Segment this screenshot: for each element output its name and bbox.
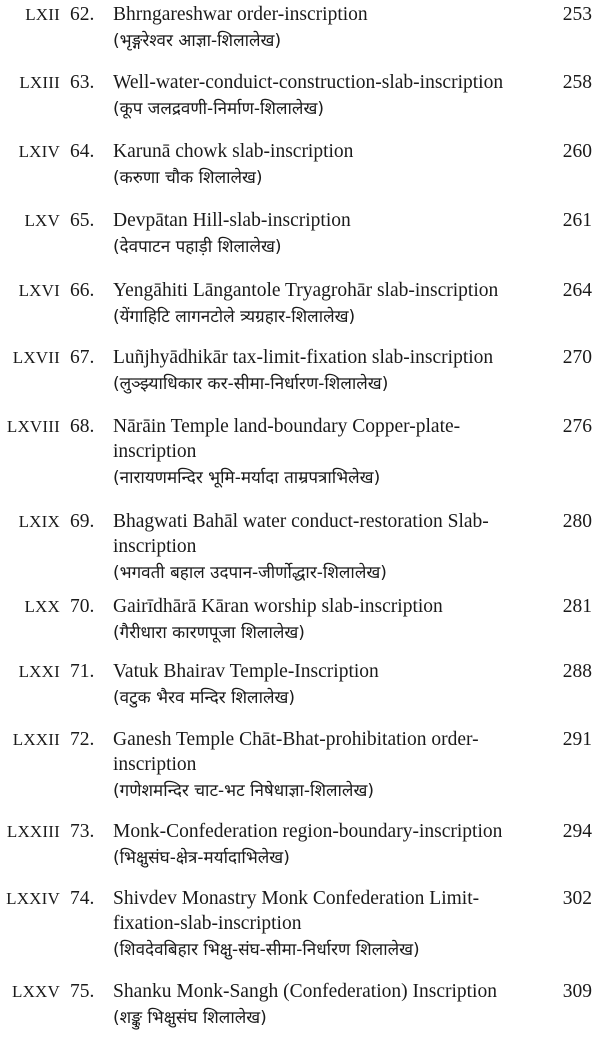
entry-number: 75. xyxy=(70,981,95,1002)
page-number: 253 xyxy=(562,4,592,25)
entry-title-line: Vatuk Bhairav Temple-Inscription xyxy=(113,661,379,682)
page-number: 281 xyxy=(562,596,592,617)
entry-number: 65. xyxy=(70,210,95,231)
entry-title xyxy=(113,819,543,872)
entry-title-hindi: (येंगाहिटि लागनटोले त्र्यग्रहार-शिलालेख) xyxy=(113,307,356,327)
entry-title-line: Devpātan Hill-slab-inscription xyxy=(113,210,351,231)
entry-title-line: Shanku Monk-Sangh (Confederation) Inscription xyxy=(113,981,497,1002)
entry-title-line: Luñjhyādhikār tax-limit-fixation slab-inscription xyxy=(113,347,494,368)
entry-title xyxy=(113,979,543,1032)
entry-title-line: Karunā chowk slab-inscription xyxy=(113,141,354,162)
entry-number: 71. xyxy=(70,661,95,682)
entry-title-line: inscription xyxy=(113,441,197,462)
entry-title-hindi: (नारायणमन्दिर भूमि-मर्यादा ताम्रपत्राभिलेख) xyxy=(113,468,381,488)
entry-number: 62. xyxy=(70,4,95,25)
entry-title-line: Bhagwati Bahāl water conduct-restoration Slab- xyxy=(113,511,489,532)
page-number: 280 xyxy=(562,511,592,532)
entry-title xyxy=(113,70,543,123)
entry-number: 70. xyxy=(70,596,95,617)
roman-numeral: LXVII xyxy=(12,348,60,367)
entry-number: 66. xyxy=(70,280,95,301)
entry-title-hindi: (करुणा चौक शिलालेख) xyxy=(113,168,263,188)
page-number: 276 xyxy=(562,416,592,437)
roman-numeral: LXXII xyxy=(12,730,60,749)
roman-numeral: LXXIII xyxy=(6,822,60,841)
entry-title-line: fixation-slab-inscription xyxy=(113,913,302,934)
entry-title-hindi: (शङ्कु भिक्षुसंघ शिलालेख) xyxy=(113,1008,267,1028)
page-number: 264 xyxy=(562,280,592,301)
entry-title-line: Yengāhiti Lāngantole Tryagrohār slab-inscription xyxy=(113,280,499,301)
entry-number: 64. xyxy=(70,141,95,162)
entry-number: 69. xyxy=(70,511,95,532)
roman-numeral: LXIX xyxy=(18,512,60,531)
roman-numeral: LXXIV xyxy=(6,889,60,908)
page-number: 261 xyxy=(562,210,592,231)
roman-numeral: LXVI xyxy=(18,281,60,300)
page-number: 294 xyxy=(562,821,592,842)
entry-title xyxy=(113,594,543,647)
entry-title xyxy=(113,278,543,331)
entry-title-line: Well-water-conduict-construction-slab-inscription xyxy=(113,72,504,93)
entry-title-hindi: (गणेशमन्दिर चाट-भट निषेधाज्ञा-शिलालेख) xyxy=(113,781,374,801)
entry-title-hindi: (शिवदेवबिहार भिक्षु-संघ-सीमा-निर्धारण शिलालेख) xyxy=(113,940,420,960)
entry-title xyxy=(113,727,543,805)
roman-numeral: LXV xyxy=(24,211,60,230)
entry-title xyxy=(113,414,543,492)
entry-title-line: Gairīdhārā Kāran worship slab-inscription xyxy=(113,596,443,617)
entry-title-line: Bhrngareshwar order-inscription xyxy=(113,4,368,25)
entry-title-hindi: (गैरीधारा कारणपूजा शिलालेख) xyxy=(113,623,305,643)
entry-number: 72. xyxy=(70,729,95,750)
entry-title-line: inscription xyxy=(113,536,197,557)
entry-title xyxy=(113,509,543,587)
entry-title-hindi: (भगवती बहाल उदपान-जीर्णोद्धार-शिलालेख) xyxy=(113,563,387,583)
entry-title xyxy=(113,2,543,55)
roman-numeral: LXII xyxy=(25,5,60,24)
roman-numeral: LXVIII xyxy=(6,417,60,436)
entry-title xyxy=(113,208,543,261)
roman-numeral: LXXI xyxy=(18,662,60,681)
page-number: 260 xyxy=(562,141,592,162)
entry-title-hindi: (कूप जलद्रवणी-निर्माण-शिलालेख) xyxy=(113,99,324,119)
roman-numeral: LXIII xyxy=(19,73,60,92)
entry-title-line: inscription xyxy=(113,754,197,775)
entry-number: 73. xyxy=(70,821,95,842)
entry-title xyxy=(113,139,543,192)
entry-title-hindi: (वटुक भैरव मन्दिर शिलालेख) xyxy=(113,688,296,708)
entry-number: 68. xyxy=(70,416,95,437)
roman-numeral: LXIV xyxy=(18,142,60,161)
entry-number: 74. xyxy=(70,888,95,909)
roman-numeral: LXX xyxy=(24,597,60,616)
entry-title xyxy=(113,659,543,712)
entry-title-line: Monk-Confederation region-boundary-inscription xyxy=(113,821,503,842)
entry-title-hindi: (लुञ्झ्याधिकार कर-सीमा-निर्धारण-शिलालेख) xyxy=(113,374,389,394)
entry-title-line: Nārāin Temple land-boundary Copper-plate- xyxy=(113,416,461,437)
page-number: 291 xyxy=(562,729,592,750)
entry-title-hindi: (भिक्षुसंघ-क्षेत्र-मर्यादाभिलेख) xyxy=(113,848,290,868)
page-number: 288 xyxy=(562,661,592,682)
entry-title xyxy=(113,886,543,964)
entry-title-hindi: (देवपाटन पहाड़ी शिलालेख) xyxy=(113,237,282,257)
roman-numeral: LXXV xyxy=(11,982,60,1001)
page-number: 258 xyxy=(562,72,592,93)
entry-title-hindi: (भृङ्गरेश्वर आज्ञा-शिलालेख) xyxy=(113,31,282,51)
page-number: 309 xyxy=(562,981,592,1002)
page-number: 270 xyxy=(562,347,592,368)
entry-title xyxy=(113,345,543,398)
page-number: 302 xyxy=(562,888,592,909)
entry-number: 63. xyxy=(70,72,95,93)
entry-number: 67. xyxy=(70,347,95,368)
entry-title-line: Shivdev Monastry Monk Confederation Limit- xyxy=(113,888,480,909)
entry-title-line: Ganesh Temple Chāt-Bhat-prohibitation order- xyxy=(113,729,479,750)
